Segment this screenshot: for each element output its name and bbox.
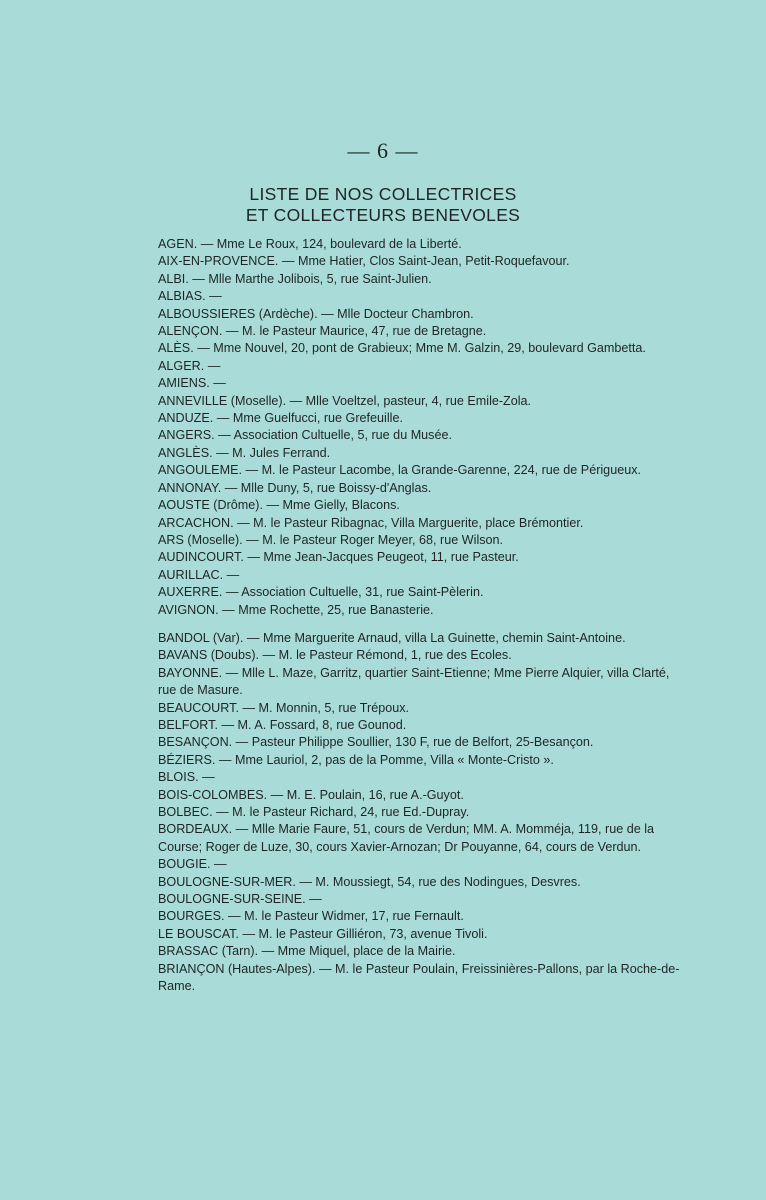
list-item: BORDEAUX. — Mlle Marie Faure, 51, cours de Verdun; MM. A. Momméja, 119, rue de la Course; Roger de Luze, 30, cours Xavier-Arnozan; Dr Pouyanne, 64, cours de Verdun. [158, 822, 655, 854]
list-item: ARS (Moselle). — M. le Pasteur Roger Meyer, 68, rue Wilson. [158, 532, 504, 547]
list-item: ANGERS. — Association Cultuelle, 5, rue du Musée. [158, 428, 452, 443]
list-item: BESANÇON. — Pasteur Philippe Soullier, 130 F, rue de Belfort, 25-Besançon. [158, 735, 594, 750]
list-item: ALENÇON. — M. le Pasteur Maurice, 47, rue de Bretagne. [158, 324, 487, 339]
list-item: AGEN. — Mme Le Roux, 124, boulevard de la Liberté. [158, 237, 462, 251]
page-title [0, 184, 766, 226]
list-item: BRASSAC (Tarn). — Mme Miquel, place de la Mairie. [158, 944, 456, 959]
list-item: BOULOGNE-SUR-MER. — M. Moussiegt, 54, rue des Nodingues, Desvres. [158, 874, 581, 889]
list-item: BOIS-COLOMBES. — M. E. Poulain, 16, rue A.-Guyot. [158, 787, 464, 802]
list-item: ANDUZE. — Mme Guelfucci, rue Grefeuille. [158, 411, 403, 426]
page-number: — 6 — [347, 138, 419, 163]
list-item: ALBI. — Mlle Marthe Jolibois, 5, rue Saint-Julien. [158, 271, 432, 286]
list-item: BOULOGNE-SUR-SEINE. — [158, 892, 322, 907]
list-item: ALÈS. — Mme Nouvel, 20, pont de Grabieux; Mme M. Galzin, 29, boulevard Gambetta. [158, 341, 646, 356]
list-item: ALGER. — [158, 358, 221, 373]
list-item: BRIANÇON (Hautes-Alpes). — M. le Pasteur Poulain, Freissinières-Pallons, par la Roche-de-Rame. [158, 961, 680, 994]
list-item: ANNEVILLE (Moselle). — Mlle Voeltzel, pasteur, 4, rue Emile-Zola. [158, 393, 532, 408]
list-item: BAVANS (Doubs). — M. le Pasteur Rémond, 1, rue des Ecoles. [158, 648, 512, 663]
list-item: ANGLÈS. — M. Jules Ferrand. [158, 445, 331, 460]
list-item: AURILLAC. — [158, 567, 240, 582]
list-item: AUXERRE. — Association Cultuelle, 31, rue Saint-Pèlerin. [158, 585, 484, 600]
list-item: BEAUCOURT. — M. Monnin, 5, rue Trépoux. [158, 700, 410, 715]
list-item: BÉZIERS. — Mme Lauriol, 2, pas de la Pomme, Villa « Monte-Cristo ». [158, 752, 554, 767]
list-item: BOURGES. — M. le Pasteur Widmer, 17, rue Fernault. [158, 909, 464, 924]
list-item: BLOIS. — [158, 770, 215, 785]
list-item: BOLBEC. — M. le Pasteur Richard, 24, rue Ed.-Dupray. [158, 805, 470, 819]
list-item: ALBIAS. — [158, 289, 222, 304]
list-item: BOUGIE. — [158, 857, 227, 872]
list-item: ALBOUSSIERES (Ardèche). — Mlle Docteur Chambron. [158, 306, 474, 321]
list-item: LE BOUSCAT. — M. le Pasteur Gilliéron, 73, avenue Tivoli. [158, 926, 488, 941]
title-line-2: ET COLLECTEURS BENEVOLES [245, 205, 521, 225]
collector-list [158, 236, 686, 995]
title-line-1: LISTE DE NOS COLLECTRICES [249, 184, 517, 204]
list-item: ANGOULEME. — M. le Pasteur Lacombe, la Grande-Garenne, 224, rue de Périgueux. [158, 463, 641, 478]
list-item: BANDOL (Var). — Mme Marguerite Arnaud, villa La Guinette, chemin Saint-Antoine. [158, 630, 626, 645]
list-item: AOUSTE (Drôme). — Mme Gielly, Blacons. [158, 498, 400, 513]
list-item: BELFORT. — M. A. Fossard, 8, rue Gounod. [158, 717, 407, 732]
list-item: AIX-EN-PROVENCE. — Mme Hatier, Clos Saint-Jean, Petit-Roquefavour. [158, 254, 570, 269]
list-item: BAYONNE. — Mlle L. Maze, Garritz, quartier Saint-Etienne; Mme Pierre Alquier, villa Clarté, rue de Masure. [158, 665, 670, 698]
list-item: AUDINCOURT. — Mme Jean-Jacques Peugeot, 11, rue Pasteur. [158, 550, 519, 565]
list-item: AMIENS. — [158, 376, 226, 391]
list-item: AVIGNON. — Mme Rochette, 25, rue Banasterie. [158, 602, 434, 617]
list-item: ARCACHON. — M. le Pasteur Ribagnac, Villa Marguerite, place Brémontier. [158, 515, 584, 530]
list-item: ANNONAY. — Mlle Duny, 5, rue Boissy-d'Anglas. [158, 480, 432, 495]
